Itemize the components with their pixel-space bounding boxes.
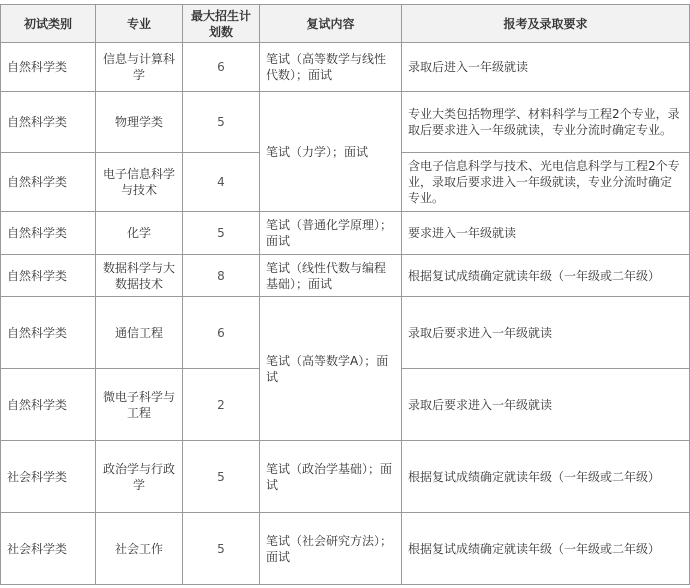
major: 数据科学与大数据技术 bbox=[96, 255, 183, 297]
requirements: 含电子信息科学与技术、光电信息科学与工程2个专业，录取后要求进入一年级就读，专业分流时确定专业。 bbox=[402, 153, 690, 212]
header-retest-content: 复试内容 bbox=[260, 5, 402, 43]
exam-category: 自然科学类 bbox=[1, 297, 96, 369]
requirements: 要求进入一年级就读 bbox=[402, 212, 690, 255]
plan-count: 6 bbox=[183, 43, 260, 92]
major: 电子信息科学与技术 bbox=[96, 153, 183, 212]
admission-table bbox=[0, 4, 690, 585]
header-major: 专业 bbox=[96, 5, 183, 43]
requirements: 录取后要求进入一年级就读 bbox=[402, 369, 690, 441]
table-row bbox=[1, 441, 690, 513]
table-row bbox=[1, 212, 690, 255]
table-row bbox=[1, 255, 690, 297]
retest-content: 笔试（力学）；面试 bbox=[260, 92, 402, 212]
plan-count: 5 bbox=[183, 513, 260, 585]
major: 化学 bbox=[96, 212, 183, 255]
exam-category: 自然科学类 bbox=[1, 255, 96, 297]
plan-count: 5 bbox=[183, 212, 260, 255]
retest-content: 笔试（高等数学A）；面试 bbox=[260, 297, 402, 441]
requirements: 根据复试成绩确定就读年级（一年级或二年级） bbox=[402, 255, 690, 297]
plan-count: 6 bbox=[183, 297, 260, 369]
plan-count: 5 bbox=[183, 441, 260, 513]
requirements: 专业大类包括物理学、材料科学与工程2个专业，录取后要求进入一年级就读，专业分流时确定专业。 bbox=[402, 92, 690, 153]
exam-category: 自然科学类 bbox=[1, 92, 96, 153]
plan-count: 5 bbox=[183, 92, 260, 153]
exam-category: 自然科学类 bbox=[1, 212, 96, 255]
header-max-plan: 最大招生计划数 bbox=[183, 5, 260, 43]
requirements: 根据复试成绩确定就读年级（一年级或二年级） bbox=[402, 441, 690, 513]
retest-content: 笔试（政治学基础）；面试 bbox=[260, 441, 402, 513]
exam-category: 自然科学类 bbox=[1, 369, 96, 441]
retest-content: 笔试（高等数学与线性代数）；面试 bbox=[260, 43, 402, 92]
plan-count: 8 bbox=[183, 255, 260, 297]
plan-count: 4 bbox=[183, 153, 260, 212]
table-row bbox=[1, 43, 690, 92]
major: 社会工作 bbox=[96, 513, 183, 585]
exam-category: 自然科学类 bbox=[1, 153, 96, 212]
major: 信息与计算科学 bbox=[96, 43, 183, 92]
exam-category: 自然科学类 bbox=[1, 43, 96, 92]
retest-content: 笔试（普通化学原理）；面试 bbox=[260, 212, 402, 255]
requirements: 录取后进入一年级就读 bbox=[402, 43, 690, 92]
header-requirements: 报考及录取要求 bbox=[402, 5, 690, 43]
exam-category: 社会科学类 bbox=[1, 513, 96, 585]
requirements: 录取后要求进入一年级就读 bbox=[402, 297, 690, 369]
plan-count: 2 bbox=[183, 369, 260, 441]
major: 物理学类 bbox=[96, 92, 183, 153]
major: 政治学与行政学 bbox=[96, 441, 183, 513]
requirements: 根据复试成绩确定就读年级（一年级或二年级） bbox=[402, 513, 690, 585]
table-row bbox=[1, 513, 690, 585]
major: 通信工程 bbox=[96, 297, 183, 369]
retest-content: 笔试（线性代数与编程基础）；面试 bbox=[260, 255, 402, 297]
header-exam-category: 初试类别 bbox=[1, 5, 96, 43]
table-row bbox=[1, 297, 690, 369]
table-header-row bbox=[1, 5, 690, 43]
retest-content: 笔试（社会研究方法）；面试 bbox=[260, 513, 402, 585]
table-row bbox=[1, 92, 690, 153]
major: 微电子科学与工程 bbox=[96, 369, 183, 441]
exam-category: 社会科学类 bbox=[1, 441, 96, 513]
